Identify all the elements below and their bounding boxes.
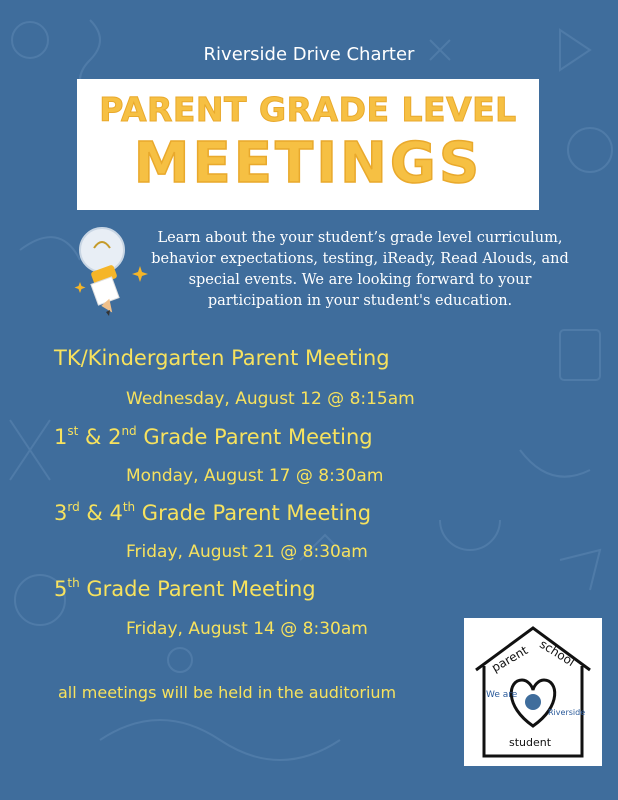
meeting-label: Grade Parent Meeting: [79, 577, 316, 601]
meeting-title-5: [54, 576, 316, 601]
title-line-2: MEETINGS: [133, 131, 483, 196]
grade-number: & 4: [79, 501, 123, 525]
ordinal-suffix: th: [122, 500, 136, 514]
meeting-title-tk: TK/Kindergarten Parent Meeting: [54, 346, 390, 370]
meeting-date-tk: Wednesday, August 12 @ 8:15am: [126, 389, 415, 409]
grade-number: 1: [54, 425, 68, 449]
meeting-label: Grade Parent Meeting: [136, 425, 373, 449]
logo-school: school: [537, 636, 578, 670]
parent-school-student-logo: [464, 618, 602, 766]
ordinal-suffix: st: [67, 424, 79, 438]
meeting-label: Grade Parent Meeting: [135, 501, 372, 525]
school-name: Riverside Drive Charter: [203, 44, 415, 65]
ordinal-suffix: rd: [67, 500, 80, 514]
ordinal-suffix: nd: [121, 424, 137, 438]
meeting-date-5: Friday, August 14 @ 8:30am: [126, 619, 368, 639]
sparkle-icon: [132, 266, 148, 282]
lightbulb-pencil-icon: [72, 222, 152, 322]
title-line-1: PARENT GRADE LEVEL: [99, 90, 517, 129]
logo-we-are: We are: [486, 690, 518, 700]
ordinal-suffix: th: [67, 576, 80, 590]
meeting-title-3-4: [54, 500, 371, 525]
meeting-date-3-4: Friday, August 21 @ 8:30am: [126, 542, 368, 562]
footer-note: all meetings will be held in the auditorium: [58, 683, 397, 702]
meeting-date-1-2: Monday, August 17 @ 8:30am: [126, 466, 384, 486]
logo-riverside: Riverside: [548, 708, 586, 717]
logo-parent: parent: [489, 643, 531, 675]
grade-number: 5: [54, 577, 68, 601]
grade-number: & 2: [78, 425, 122, 449]
grade-number: 3: [54, 501, 68, 525]
meeting-title-1-2: [54, 424, 373, 449]
title-banner: [77, 79, 539, 210]
intro-text: Learn about the your student’s grade level curriculum, behavior expectations, testing, iReady, Read Alouds, and special events. We are looking forward to your participation in your student's education.: [151, 230, 569, 309]
logo-student: student: [509, 736, 552, 749]
